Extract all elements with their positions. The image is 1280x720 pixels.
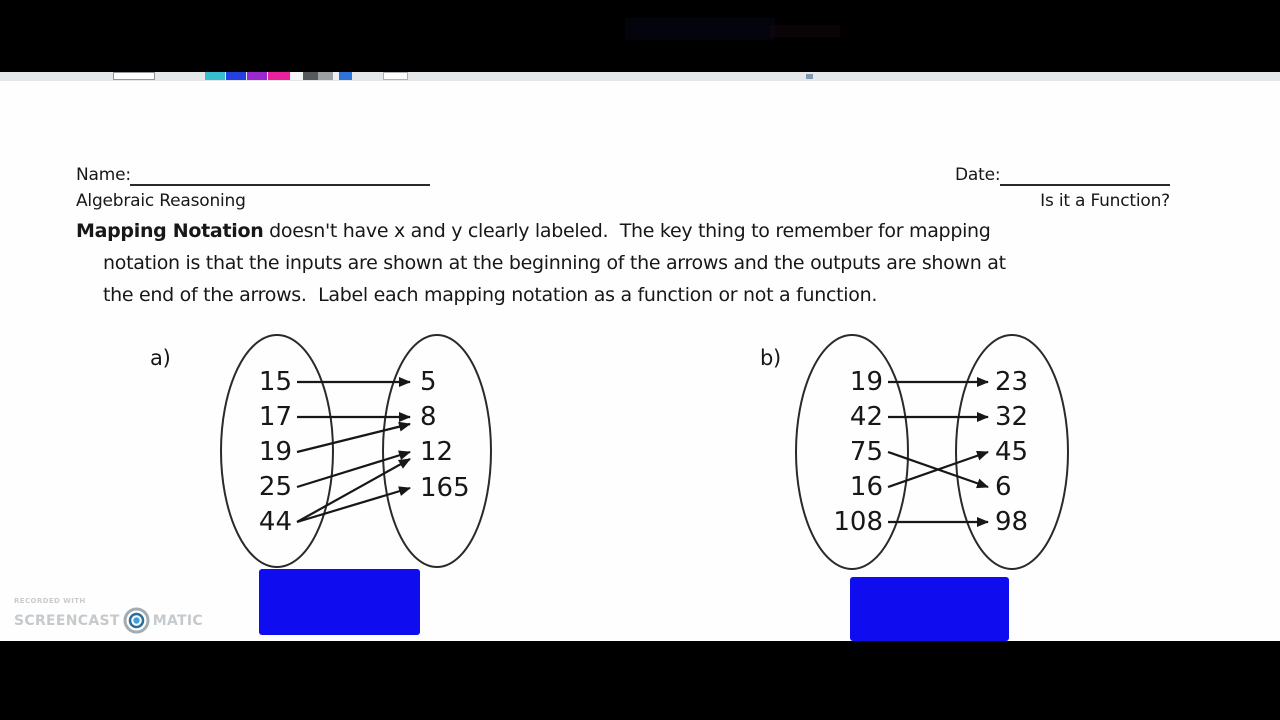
output-value: 98 [995, 507, 1029, 537]
instructions-line-2: notation is that the inputs are shown at the beginning of the arrows and the outputs are shown at [103, 252, 1006, 274]
input-value: 108 [833, 507, 883, 537]
diagram-a-label: a) [150, 346, 171, 370]
palette-swatch[interactable] [268, 72, 290, 80]
date-label: Date: [955, 165, 1001, 185]
ghost-artifact [770, 25, 840, 37]
instructions-line-1 [76, 221, 991, 243]
ghost-artifact [625, 18, 775, 40]
palette-swatch[interactable] [318, 72, 333, 80]
output-value: 8 [420, 402, 437, 432]
toolbar-mark [806, 74, 813, 79]
toolbar-field[interactable] [113, 72, 155, 80]
input-value: 19 [258, 437, 292, 467]
mapping-diagram-a [140, 330, 510, 576]
answer-cover-b [850, 577, 1009, 641]
palette-swatch[interactable] [205, 72, 225, 80]
output-value: 6 [995, 472, 1012, 502]
output-value: 45 [995, 437, 1029, 467]
course-name: Algebraic Reasoning [76, 191, 246, 211]
letterbox-bottom [0, 641, 1280, 720]
toolbar-button[interactable] [383, 72, 408, 80]
screencast-o-matic-logo-icon [123, 607, 150, 634]
instructions-line-1-rest: doesn't have x and y clearly labeled. The key thing to remember for mapping [263, 220, 991, 242]
input-value: 15 [258, 367, 292, 397]
output-value: 32 [995, 402, 1029, 432]
instructions-line-3: the end of the arrows. Label each mapping notation as a function or not a function. [103, 284, 878, 306]
input-value: 44 [258, 507, 292, 537]
output-value: 23 [995, 367, 1029, 397]
input-value: 16 [849, 472, 883, 502]
page-title: Is it a Function? [1040, 191, 1170, 211]
palette-swatch[interactable] [226, 72, 246, 80]
palette-swatch[interactable] [339, 72, 352, 80]
watermark-recorded-with: RECORDED WITH [14, 597, 86, 605]
letterbox-top [0, 0, 1280, 72]
watermark-brand-left: SCREENCAST [14, 612, 120, 629]
name-label: Name: [76, 165, 131, 185]
mapping-diagram-b [740, 330, 1110, 576]
input-value: 42 [849, 402, 883, 432]
palette-swatch[interactable] [303, 72, 318, 80]
palette-swatch[interactable] [291, 72, 303, 80]
diagram-b-label: b) [760, 346, 781, 370]
input-value: 17 [258, 402, 292, 432]
input-value: 25 [258, 472, 292, 502]
instructions-lead: Mapping Notation [76, 220, 264, 242]
input-value: 75 [849, 437, 883, 467]
output-value: 12 [420, 437, 454, 467]
output-value: 165 [420, 473, 470, 503]
palette-swatch[interactable] [247, 72, 267, 80]
watermark-brand-right: MATIC [152, 612, 203, 629]
input-value: 19 [849, 367, 883, 397]
mapping-arrow [297, 424, 410, 452]
watermark [14, 597, 203, 634]
name-underline [130, 184, 430, 186]
answer-cover-a [259, 569, 420, 635]
date-underline [1000, 184, 1170, 186]
output-value: 5 [420, 367, 437, 397]
